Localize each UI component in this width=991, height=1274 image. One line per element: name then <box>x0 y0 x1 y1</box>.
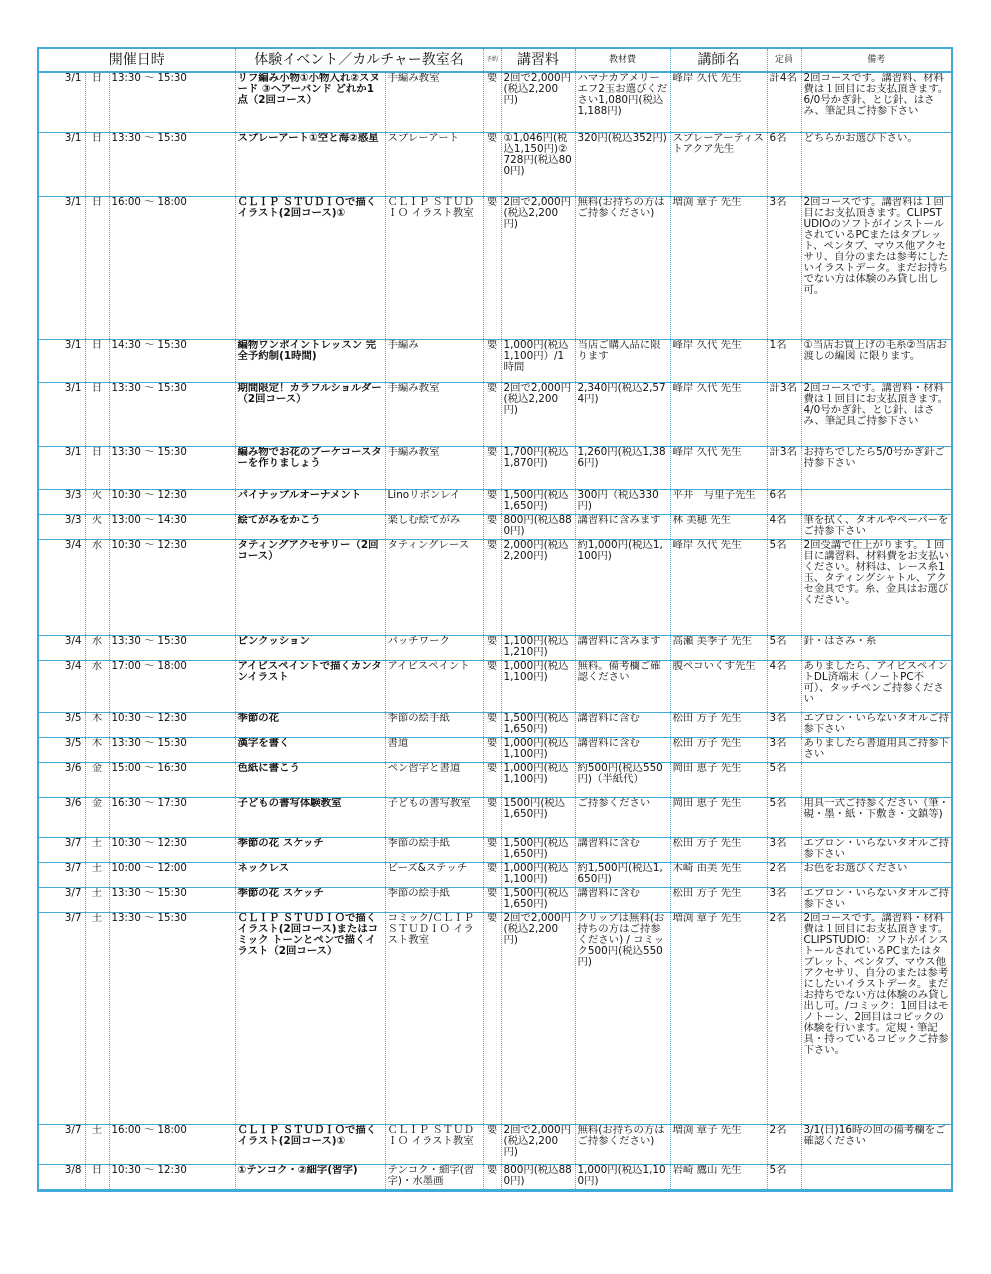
row-event-title: ＣＬＩＰ ＳＴＵＤＩＯで描くイラスト(2回コース)① <box>235 1124 385 1164</box>
row-fee: 1,500円(税込1,650円) <box>501 712 575 737</box>
row-teacher: 木崎 由美 先生 <box>670 862 767 887</box>
row-notes: ありましたら書道用具ご持参下さい <box>801 737 951 762</box>
row-capacity: 6名 <box>767 489 801 514</box>
row-notes <box>801 489 951 514</box>
row-reservation: 要 <box>483 446 501 489</box>
row-event-title: スプレーアート①空と海②惑星 <box>235 132 385 196</box>
row-capacity: 5名 <box>767 635 801 660</box>
row-teacher: 峰岸 久代 先生 <box>670 446 767 489</box>
row-classroom: 季節の絵手紙 <box>385 887 483 912</box>
row-event-title: ＣＬＩＰ ＳＴＵＤＩＯで描くイラスト(2回コース)またはコミック トーンとペンで描くイラスト（2回コース） <box>235 912 385 1124</box>
row-classroom: 手編み <box>385 339 483 382</box>
row-day-of-week: 木 <box>85 712 109 737</box>
row-notes: エプロン・いらないタオルご持参下さい <box>801 712 951 737</box>
row-material-fee: 講習料に含む <box>575 837 670 862</box>
row-material-fee: 1,260円(税込1,386円) <box>575 446 670 489</box>
header-event: 体験イベント／カルチャー教室名 <box>235 49 483 72</box>
row-reservation: 要 <box>483 737 501 762</box>
row-fee: ①1,046円(税込1,150円)②728円(税込800円) <box>501 132 575 196</box>
row-classroom: パッチワーク <box>385 635 483 660</box>
row-material-fee: 2,340円(税込2,574円) <box>575 382 670 446</box>
row-day-of-week: 土 <box>85 887 109 912</box>
row-reservation: 要 <box>483 196 501 339</box>
row-material-fee: ハマナカアメリーエフ2玉お選びください1,080円(税込1,188円) <box>575 72 670 132</box>
row-reservation: 要 <box>483 660 501 712</box>
row-day-of-week: 水 <box>85 660 109 712</box>
row-notes: 2回コースです。講習料・材料費は１回目にお支払頂きます。4/0号かぎ針、とじ針、はさみ、筆記具ご持参下さい <box>801 382 951 446</box>
row-reservation: 要 <box>483 489 501 514</box>
row-date: 3/5 <box>39 737 85 762</box>
row-classroom: 楽しむ絵てがみ <box>385 514 483 539</box>
row-date: 3/4 <box>39 635 85 660</box>
row-notes: エプロン・いらないタオルご持参下さい <box>801 887 951 912</box>
row-date: 3/3 <box>39 514 85 539</box>
row-reservation: 要 <box>483 762 501 797</box>
row-fee: 800円(税込880円) <box>501 1164 575 1189</box>
row-material-fee: ご持参ください <box>575 797 670 837</box>
row-day-of-week: 水 <box>85 539 109 635</box>
row-teacher: 平井 与里子先生 <box>670 489 767 514</box>
row-date: 3/8 <box>39 1164 85 1189</box>
row-time: 13:30 ～ 15:30 <box>109 132 235 196</box>
row-day-of-week: 日 <box>85 132 109 196</box>
row-teacher: 増渕 章子 先生 <box>670 912 767 1124</box>
row-date: 3/6 <box>39 762 85 797</box>
row-time: 10:30 ～ 12:30 <box>109 539 235 635</box>
row-classroom: 書道 <box>385 737 483 762</box>
row-material-fee: 講習料に含む <box>575 887 670 912</box>
row-notes: 用具一式ご持参ください（筆・硯・墨・紙・下敷き・文鎮等) <box>801 797 951 837</box>
row-date: 3/7 <box>39 837 85 862</box>
row-day-of-week: 土 <box>85 912 109 1124</box>
row-day-of-week: 日 <box>85 382 109 446</box>
row-fee: 1,500円(税込1,650円) <box>501 489 575 514</box>
row-material-fee: 約1,500円(税込1,650円) <box>575 862 670 887</box>
table-row <box>39 737 951 762</box>
row-classroom: コミック/ＣＬＩＰ ＳＴＵＤＩＯ イラスト教室 <box>385 912 483 1124</box>
row-classroom: 手編み教室 <box>385 446 483 489</box>
row-capacity: 1名 <box>767 339 801 382</box>
row-day-of-week: 火 <box>85 489 109 514</box>
row-classroom: ペン習字と書道 <box>385 762 483 797</box>
table-row <box>39 862 951 887</box>
row-day-of-week: 木 <box>85 737 109 762</box>
row-material-fee: 約1,000円(税込1,100円) <box>575 539 670 635</box>
row-material-fee: 無料。備考欄ご確認ください <box>575 660 670 712</box>
table-row <box>39 1164 951 1189</box>
table-row <box>39 446 951 489</box>
row-event-title: 季節の花 <box>235 712 385 737</box>
row-fee: 2,000円(税込2,200円) <box>501 539 575 635</box>
row-day-of-week: 水 <box>85 635 109 660</box>
row-reservation: 要 <box>483 339 501 382</box>
row-teacher: 岩崎 鷹山 先生 <box>670 1164 767 1189</box>
row-date: 3/3 <box>39 489 85 514</box>
row-material-fee: 無料(お持ちの方はご持参ください) <box>575 196 670 339</box>
row-event-title: 編み物でお花のブーケコースターを作りましょう <box>235 446 385 489</box>
row-reservation: 要 <box>483 912 501 1124</box>
row-classroom: ＣＬＩＰ ＳＴＵＤＩＯ イラスト教室 <box>385 1124 483 1164</box>
row-notes: 針・はさみ・糸 <box>801 635 951 660</box>
row-capacity: 4名 <box>767 660 801 712</box>
row-date: 3/1 <box>39 196 85 339</box>
row-date: 3/4 <box>39 660 85 712</box>
row-reservation: 要 <box>483 837 501 862</box>
row-fee: 1,700円(税込1,870円) <box>501 446 575 489</box>
table-row <box>39 132 951 196</box>
row-classroom: アイビスペイント <box>385 660 483 712</box>
row-event-title: 絵てがみをかこう <box>235 514 385 539</box>
row-reservation: 要 <box>483 72 501 132</box>
row-material-fee: 講習料に含む <box>575 737 670 762</box>
row-notes: どちらかお選び下さい。 <box>801 132 951 196</box>
row-reservation: 要 <box>483 1124 501 1164</box>
row-time: 13:30 ～ 15:30 <box>109 72 235 132</box>
row-capacity: 5名 <box>767 797 801 837</box>
row-event-title: 編物ワンポイントレッスン 完全予約制(1時間) <box>235 339 385 382</box>
row-time: 16:30 ～ 17:30 <box>109 797 235 837</box>
row-reservation: 要 <box>483 382 501 446</box>
header-date: 開催日時 <box>39 49 235 72</box>
row-reservation: 要 <box>483 1164 501 1189</box>
row-notes: お色をお選びください <box>801 862 951 887</box>
row-classroom: 手編み教室 <box>385 72 483 132</box>
row-teacher: 腹ペコいくす先生 <box>670 660 767 712</box>
row-capacity: 2名 <box>767 1124 801 1164</box>
table-row <box>39 762 951 797</box>
row-material-fee: 当店ご購入品に限ります <box>575 339 670 382</box>
row-capacity: 3名 <box>767 196 801 339</box>
row-fee: 1,100円(税込1,210円) <box>501 635 575 660</box>
row-date: 3/7 <box>39 912 85 1124</box>
row-fee: 2回で2,000円(税込2,200円) <box>501 912 575 1124</box>
row-day-of-week: 金 <box>85 797 109 837</box>
table-row <box>39 196 951 339</box>
row-event-title: ネックレス <box>235 862 385 887</box>
row-material-fee: 無料(お持ちの方はご持参ください) <box>575 1124 670 1164</box>
row-teacher: 松田 方子 先生 <box>670 737 767 762</box>
row-time: 13:00 ～ 14:30 <box>109 514 235 539</box>
row-material-fee: 300円（税込330円) <box>575 489 670 514</box>
schedule-table <box>39 49 951 1190</box>
row-teacher: 峰岸 久代 先生 <box>670 72 767 132</box>
table-row <box>39 912 951 1124</box>
row-fee: 2回で2,000円(税込2,200円) <box>501 196 575 339</box>
row-day-of-week: 日 <box>85 196 109 339</box>
row-date: 3/1 <box>39 339 85 382</box>
row-material-fee: 講習料に含みます <box>575 514 670 539</box>
row-fee: 1500円(税込1,650円) <box>501 797 575 837</box>
row-capacity: 3名 <box>767 737 801 762</box>
row-notes: お持ちでしたら5/0号かぎ針ご持参下さい <box>801 446 951 489</box>
row-date: 3/4 <box>39 539 85 635</box>
row-classroom: Linoリボンレイ <box>385 489 483 514</box>
header-teacher: 講師名 <box>670 49 767 72</box>
row-time: 16:00 ～ 18:00 <box>109 1124 235 1164</box>
row-fee: 1,000円(税込1,100円) <box>501 737 575 762</box>
row-teacher: 林 美穂 先生 <box>670 514 767 539</box>
row-event-title: 漢字を書く <box>235 737 385 762</box>
row-reservation: 要 <box>483 797 501 837</box>
row-capacity: 3名 <box>767 837 801 862</box>
row-classroom: ＣＬＩＰ ＳＴＵＤＩＯ イラスト教室 <box>385 196 483 339</box>
row-time: 15:00 ～ 16:30 <box>109 762 235 797</box>
row-event-title: 期間限定！カラフルショルダー（2回コース） <box>235 382 385 446</box>
row-reservation: 要 <box>483 887 501 912</box>
row-notes: エプロン・いらないタオルご持参下さい <box>801 837 951 862</box>
row-day-of-week: 土 <box>85 1124 109 1164</box>
row-date: 3/7 <box>39 862 85 887</box>
header-reservation: 予約 <box>483 49 501 72</box>
row-event-title: 季節の花 スケッチ <box>235 837 385 862</box>
row-fee: 1,500円(税込1,650円) <box>501 837 575 862</box>
table-row <box>39 1124 951 1164</box>
row-date: 3/1 <box>39 72 85 132</box>
row-time: 10:30 ～ 12:30 <box>109 837 235 862</box>
row-capacity: 3名 <box>767 712 801 737</box>
row-teacher: スプレーアーティストアクア先生 <box>670 132 767 196</box>
row-fee: 1,000円(税込1,100円) <box>501 762 575 797</box>
row-capacity: 3名 <box>767 887 801 912</box>
row-reservation: 要 <box>483 514 501 539</box>
row-day-of-week: 火 <box>85 514 109 539</box>
row-capacity: 計3名 <box>767 446 801 489</box>
row-date: 3/6 <box>39 797 85 837</box>
table-row <box>39 635 951 660</box>
row-capacity: 計4名 <box>767 72 801 132</box>
table-row <box>39 72 951 132</box>
row-day-of-week: 土 <box>85 837 109 862</box>
row-time: 13:30 ～ 15:30 <box>109 737 235 762</box>
row-event-title: リフ編み小物①小物入れ②スヌード ③ヘアーバンド どれか1点（2回コース） <box>235 72 385 132</box>
row-material-fee: 講習料に含む <box>575 712 670 737</box>
row-teacher: 松田 方子 先生 <box>670 837 767 862</box>
table-row <box>39 837 951 862</box>
row-date: 3/7 <box>39 887 85 912</box>
schedule-frame <box>37 47 953 1192</box>
row-material-fee: 320円(税込352円) <box>575 132 670 196</box>
row-teacher: 松田 方子 先生 <box>670 887 767 912</box>
header-material: 教材費 <box>575 49 670 72</box>
row-capacity: 計3名 <box>767 382 801 446</box>
row-classroom: 季節の絵手紙 <box>385 837 483 862</box>
row-fee: 2回で2,000円(税込2,200円) <box>501 382 575 446</box>
row-event-title: ＣＬＩＰ ＳＴＵＤＩＯで描くイラスト(2回コース)① <box>235 196 385 339</box>
row-time: 10:00 ～ 12:00 <box>109 862 235 887</box>
row-classroom: 季節の絵手紙 <box>385 712 483 737</box>
table-row <box>39 712 951 737</box>
row-event-title: ピンクッション <box>235 635 385 660</box>
row-time: 10:30 ～ 12:30 <box>109 712 235 737</box>
row-teacher: 松田 方子 先生 <box>670 712 767 737</box>
row-capacity: 5名 <box>767 762 801 797</box>
row-time: 16:00 ～ 18:00 <box>109 196 235 339</box>
row-event-title: 色紙に書こう <box>235 762 385 797</box>
row-fee: 1,000円(税込1,100円）/1時間 <box>501 339 575 382</box>
row-event-title: パイナップルオーナメント <box>235 489 385 514</box>
row-event-title: アイビスペイントで描くカンタンイラスト <box>235 660 385 712</box>
row-classroom: スプレーアート <box>385 132 483 196</box>
row-time: 13:30 ～ 15:30 <box>109 446 235 489</box>
row-teacher: 峰岸 久代 先生 <box>670 382 767 446</box>
row-event-title: ①テンコク・②細字(習字) <box>235 1164 385 1189</box>
row-time: 13:30 ～ 15:30 <box>109 635 235 660</box>
row-capacity: 2名 <box>767 912 801 1124</box>
row-fee: 1,500円(税込1,650円) <box>501 887 575 912</box>
row-classroom: 手編み教室 <box>385 382 483 446</box>
row-time: 10:30 ～ 12:30 <box>109 1164 235 1189</box>
row-time: 13:30 ～ 15:30 <box>109 912 235 1124</box>
row-event-title: タティングアクセサリー（2回コース） <box>235 539 385 635</box>
row-teacher: 増渕 章子 先生 <box>670 1124 767 1164</box>
row-fee: 800円(税込880円) <box>501 514 575 539</box>
row-day-of-week: 日 <box>85 72 109 132</box>
row-time: 13:30 ～ 15:30 <box>109 382 235 446</box>
row-classroom: ビーズ&ステッチ <box>385 862 483 887</box>
row-teacher: 峰岸 久代 先生 <box>670 539 767 635</box>
row-teacher: 峰岸 久代 先生 <box>670 339 767 382</box>
row-event-title: 子どもの書写体験教室 <box>235 797 385 837</box>
row-date: 3/1 <box>39 446 85 489</box>
row-teacher: 岡田 恵子 先生 <box>670 762 767 797</box>
row-day-of-week: 日 <box>85 339 109 382</box>
row-time: 13:30 ～ 15:30 <box>109 887 235 912</box>
table-row <box>39 489 951 514</box>
row-event-title: 季節の花 スケッチ <box>235 887 385 912</box>
row-day-of-week: 金 <box>85 762 109 797</box>
row-time: 14:30 ～ 15:30 <box>109 339 235 382</box>
row-day-of-week: 日 <box>85 1164 109 1189</box>
row-time: 17:00 ～ 18:00 <box>109 660 235 712</box>
row-notes: 3/1(日)16時の回の備考欄をご確認ください <box>801 1124 951 1164</box>
row-capacity: 2名 <box>767 862 801 887</box>
row-reservation: 要 <box>483 635 501 660</box>
row-notes: 筆を拭く、タオルやペーパーをご持参下さい <box>801 514 951 539</box>
row-notes: 2回コースです。講習料、材料費は１回目にお支払頂きます。6/0号かぎ針、とじ針、はさみ、筆記具ご持参下さい <box>801 72 951 132</box>
table-row <box>39 514 951 539</box>
row-notes: ①当店お買上げの毛糸②当店お渡しの編図 に限ります。 <box>801 339 951 382</box>
row-fee: 1,000円(税込1,100円) <box>501 660 575 712</box>
schedule-body <box>39 72 951 1189</box>
row-reservation: 要 <box>483 862 501 887</box>
header-fee: 講習料 <box>501 49 575 72</box>
row-teacher: 岡田 恵子 先生 <box>670 797 767 837</box>
row-material-fee: 約500円(税込550円)（半紙代） <box>575 762 670 797</box>
header-row <box>39 49 951 72</box>
row-reservation: 要 <box>483 539 501 635</box>
row-date: 3/1 <box>39 132 85 196</box>
table-row <box>39 660 951 712</box>
row-classroom: タティングレース <box>385 539 483 635</box>
row-capacity: 5名 <box>767 1164 801 1189</box>
row-date: 3/1 <box>39 382 85 446</box>
row-day-of-week: 土 <box>85 862 109 887</box>
row-notes: 2回コースです。講習料・材料費は１回目にお支払頂きます。CLIPSTUDIO：ソフトがインストールされているPCまたはタブレット、ペンタブ、マウス他アクセサリ、自分のまたは参考にしたいイラストデータ。まだお持ちでない方は体験のみ貸し出し可。/コミック：1回目はモノトーン、2回目はコピックの体験を行います。定規・筆記具・持っているコピックご持参下さい。 <box>801 912 951 1124</box>
row-capacity: 5名 <box>767 539 801 635</box>
row-capacity: 6名 <box>767 132 801 196</box>
row-material-fee: 講習料に含みます <box>575 635 670 660</box>
row-notes <box>801 762 951 797</box>
row-classroom: テンコク・細字(習字)・水墨画 <box>385 1164 483 1189</box>
row-notes <box>801 1164 951 1189</box>
row-material-fee: クリップは無料(お持ちの方はご持参ください) / コミック500円(税込550円) <box>575 912 670 1124</box>
row-date: 3/5 <box>39 712 85 737</box>
row-teacher: 増渕 章子 先生 <box>670 196 767 339</box>
row-reservation: 要 <box>483 132 501 196</box>
row-notes: ありましたら、アイビスペイントDL済端末（ノートPC不可）、タッチペンご持参ください <box>801 660 951 712</box>
row-material-fee: 1,000円(税込1,100円) <box>575 1164 670 1189</box>
header-notes: 備考 <box>801 49 951 72</box>
row-notes: 2回受講で仕上がります。１回目に講習料、材料費をお支払いください。材料は、レース糸1玉、タティングシャトル、アクセ金具です。糸、金具はお選びください。 <box>801 539 951 635</box>
row-notes: 2回コースです。講習料は１回目にお支払頂きます。CLIPSTUDIOのソフトがインストールされているPCまたはタブレット、ペンタブ、マウス他アクセサリ、自分のまたは参考にしたいイラストデータ。まだお持ちでない方は体験のみ貸し出し可。 <box>801 196 951 339</box>
table-row <box>39 887 951 912</box>
row-classroom: 子どもの書写教室 <box>385 797 483 837</box>
table-row <box>39 539 951 635</box>
row-time: 10:30 ～ 12:30 <box>109 489 235 514</box>
row-reservation: 要 <box>483 712 501 737</box>
row-fee: 2回で2,000円(税込2,200円) <box>501 72 575 132</box>
row-date: 3/7 <box>39 1124 85 1164</box>
table-row <box>39 797 951 837</box>
table-row <box>39 382 951 446</box>
table-row <box>39 339 951 382</box>
row-capacity: 4名 <box>767 514 801 539</box>
row-day-of-week: 日 <box>85 446 109 489</box>
row-fee: 2回で2,000円(税込2,200円) <box>501 1124 575 1164</box>
header-capacity: 定員 <box>767 49 801 72</box>
row-fee: 1,000円(税込1,100円) <box>501 862 575 887</box>
row-teacher: 高瀬 美季子 先生 <box>670 635 767 660</box>
